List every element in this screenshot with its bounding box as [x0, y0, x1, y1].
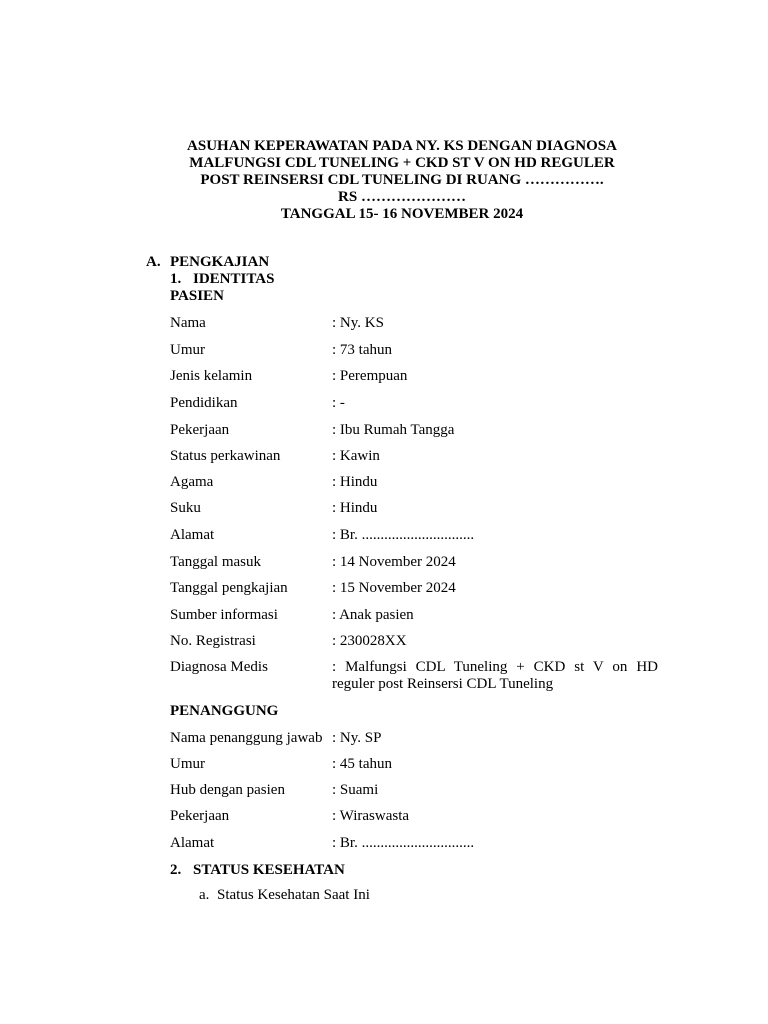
title-line-3: POST REINSERSI CDL TUNELING DI RUANG ……………. — [200, 172, 604, 188]
row-label: Hub dengan pasien — [170, 782, 285, 798]
row-value: : 230028XX — [332, 633, 407, 649]
row-value: : Kawin — [332, 448, 380, 464]
row-value: : Br. .............................. — [332, 835, 475, 851]
title-line-2: MALFUNGSI CDL TUNELING + CKD ST V ON HD REGULER — [189, 155, 615, 171]
row-value: : Ny. SP — [332, 730, 382, 746]
section-a-heading — [146, 254, 269, 271]
diagnosa-value — [332, 659, 658, 693]
status-kesehatan-saat-ini — [199, 887, 370, 904]
section-a-label: PENGKAJIAN — [170, 254, 270, 270]
title-line-5: TANGGAL 15- 16 NOVEMBER 2024 — [280, 206, 524, 222]
row-label: Diagnosa Medis — [170, 659, 268, 675]
row-value: : Hindu — [332, 474, 378, 490]
row-value: : Suami — [332, 782, 379, 798]
document-title — [120, 138, 684, 223]
row-label: Alamat — [170, 527, 215, 543]
row-value: : - — [332, 395, 345, 411]
row-value: : 15 November 2024 — [332, 580, 456, 596]
row-value: : Wiraswasta — [332, 808, 410, 824]
row-value: : Ny. KS — [332, 315, 384, 331]
row-label: Nama — [170, 315, 206, 331]
penanggung-heading: PENANGGUNG — [170, 703, 279, 719]
row-value: : 73 tahun — [332, 342, 392, 358]
row-label: No. Registrasi — [170, 633, 256, 649]
row-label: Alamat — [170, 835, 215, 851]
row-value: : Ibu Rumah Tangga — [332, 422, 455, 438]
status-kesehatan-heading — [170, 862, 345, 879]
row-label: Pekerjaan — [170, 808, 230, 824]
row-label: Tanggal masuk — [170, 554, 262, 570]
title-line-1: ASUHAN KEPERAWATAN PADA NY. KS DENGAN DIAGNOSA — [187, 138, 617, 154]
status-number: 2. — [170, 862, 182, 878]
row-label: Pendidikan — [170, 395, 238, 411]
row-label: Status perkawinan — [170, 448, 281, 464]
row-value: : 14 November 2024 — [332, 554, 456, 570]
status-a-letter: a. — [199, 887, 210, 903]
row-value: : Perempuan — [332, 368, 408, 384]
row-label: Suku — [170, 500, 201, 516]
row-label: Agama — [170, 474, 214, 490]
row-label: Nama penanggung jawab — [170, 730, 323, 746]
row-value: : Anak pasien — [332, 607, 414, 623]
row-label: Umur — [170, 756, 205, 772]
row-label: Jenis kelamin — [170, 368, 253, 384]
row-value: : 45 tahun — [332, 756, 392, 772]
identitas-label: IDENTITAS PASIEN — [170, 271, 275, 304]
row-label: Umur — [170, 342, 205, 358]
diagnosa-value-line-2: reguler post Reinsersi CDL Tuneling — [332, 676, 554, 692]
title-line-4: RS ………………… — [338, 189, 466, 205]
status-label: STATUS KESEHATAN — [193, 862, 345, 878]
status-a-label: Status Kesehatan Saat Ini — [217, 887, 370, 903]
identitas-heading — [170, 271, 310, 305]
identitas-number: 1. — [170, 271, 182, 287]
diagnosa-value-line-1: : Malfungsi CDL Tuneling + CKD st V on HD — [332, 659, 658, 675]
row-label: Sumber informasi — [170, 607, 278, 623]
row-label: Tanggal pengkajian — [170, 580, 288, 596]
section-a-letter: A. — [146, 254, 161, 270]
row-value: : Hindu — [332, 500, 378, 516]
row-value: : Br. .............................. — [332, 527, 475, 543]
row-label: Pekerjaan — [170, 422, 230, 438]
